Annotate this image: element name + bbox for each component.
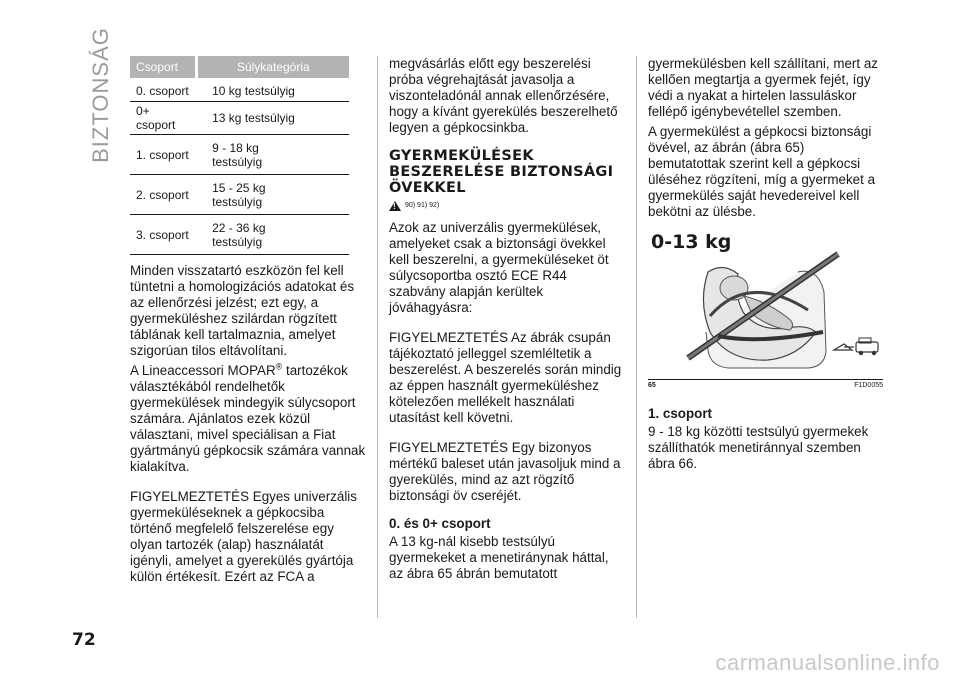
warning-references — [389, 198, 625, 214]
column-divider — [377, 56, 378, 618]
table-header: Súlykategória — [196, 56, 349, 80]
paragraph — [130, 363, 366, 475]
page-number: 72 — [72, 630, 96, 650]
paragraph: Azok az univerzális gyermekülések, amelyeket csak a biztonsági övekkel kell beszerelni, a gyermeküléseket öt súlycsoportba osztó ECE R44 szabvány alapján kerültek jóváhagyásra: — [389, 220, 609, 315]
table-cell: 13 kg testsúlyig — [196, 102, 349, 135]
figure-code: F1D0055 — [854, 382, 883, 389]
column-3 — [648, 56, 884, 476]
column-divider — [636, 56, 637, 618]
table-cell: 3. csoport — [130, 215, 196, 255]
section-title — [86, 27, 116, 163]
column-1 — [130, 56, 366, 589]
paragraph: A 13 kg-nál kisebb testsúlyú gyermekeket a menetiránynak háttal, az ábra 65 ábrán bemutatott — [389, 534, 609, 581]
table-row — [130, 175, 349, 215]
paragraph: Minden visszatartó eszközön fel kell tüntetni a homologizációs adatokat és az ellenőrzési jelzést; ezt egy, a gyermeküléshez szilárdan rögzített táblának kell tartalmaznia, amelyet szigorúan tilos eltávolítani. — [130, 263, 355, 358]
table-cell: 10 kg testsúlyig — [196, 80, 349, 102]
figure-number: 65 — [648, 382, 656, 389]
warning-icon — [389, 201, 401, 211]
text: A Lineaccessori MOPAR — [130, 363, 276, 378]
paragraph: FIGYELMEZTETÉS Az ábrák csupán tájékoztató jelleggel szemléltetik a beszerelést. A beszerelés során mindig az éppen használt gyermeküléshez kötelezően mellékelt használati utasítást kell követni. — [389, 330, 622, 425]
paragraph: 9 - 18 kg közötti testsúlyú gyermekek szállíthatók menetiránnyal szemben ábra 66. — [648, 424, 869, 471]
figure-title: 0-13 kg — [651, 231, 732, 253]
text: tartozékok választékából rendelhetők gyermekülések mindegyik súlycsoport számára. Ajánlatos ezek közül választani, mivel speciálisan a Fiat gyártmányú gépkocsik számára vannak kialakítva. — [130, 363, 366, 474]
watermark: carmanualsonline.info — [715, 650, 940, 675]
table-row — [130, 215, 349, 255]
paragraph: megvásárlás előtt egy beszerelési próba végrehajtását javasolja a viszonteladónál annak ellenőrzésére, hogy a kívánt gyerekülés beszerelhető legyen a gépkocsinkba. — [389, 56, 618, 135]
table-row — [130, 80, 349, 102]
table-cell: 0+ csoport — [130, 102, 196, 135]
table-cell: 2. csoport — [130, 175, 196, 215]
reference-numbers: 90) 91) 92) — [405, 202, 440, 209]
subheading: 0. és 0+ csoport — [389, 516, 491, 531]
table-cell: 9 - 18 kg testsúlyig — [196, 135, 349, 175]
registered-mark: ® — [275, 361, 283, 372]
paragraph: FIGYELMEZTETÉS Egy bizonyos mértékű baleset után javasoljuk mind a gyerekülés, mind az azt rögzítő biztonsági öv cseréjét. — [389, 440, 621, 503]
section-title-text: BIZTONSÁG — [88, 27, 114, 163]
paragraph: FIGYELMEZTETÉS Egyes univerzális gyermeküléseknek a gépkocsiba történő megfelelő felszerelése egy olyan tartozék (alap) használatát igényli, amelyet a gyerekülés gyártója külön értékesít. Ezért az FCA a — [130, 489, 357, 584]
weight-group-table — [130, 56, 349, 255]
table-cell: 0. csoport — [130, 80, 196, 102]
section-heading: GYERMEKÜLÉSEK BESZERELÉSE BIZTONSÁGI ÖVEKKEL — [389, 148, 614, 196]
table-row — [130, 135, 349, 175]
subheading: 1. csoport — [648, 406, 712, 421]
paragraph: A gyermekülést a gépkocsi biztonsági övével, az ábrán (ábra 65) bemutatottak szerint kell a gépkocsi üléséhez rögzíteni, míg a gyermeket a gyermekülés saját hevedereivel kell bekötni az ülésbe. — [648, 124, 876, 219]
table-cell: 22 - 36 kg testsúlyig — [196, 215, 349, 255]
table-row — [130, 102, 349, 135]
table-header: Csoport — [130, 56, 196, 80]
table-header-row — [130, 56, 349, 80]
child-seat-illustration — [648, 232, 883, 382]
table-cell: 1. csoport — [130, 135, 196, 175]
paragraph: gyermekülésben kell szállítani, mert az kellően megtartja a gyermek fejét, így védi a nyakat a hirtelen lassuláskor fellépő igénybevétellel szemben. — [648, 56, 878, 119]
figure-65 — [648, 232, 883, 394]
table-cell: 15 - 25 kg testsúlyig — [196, 175, 349, 215]
column-2 — [389, 56, 625, 586]
